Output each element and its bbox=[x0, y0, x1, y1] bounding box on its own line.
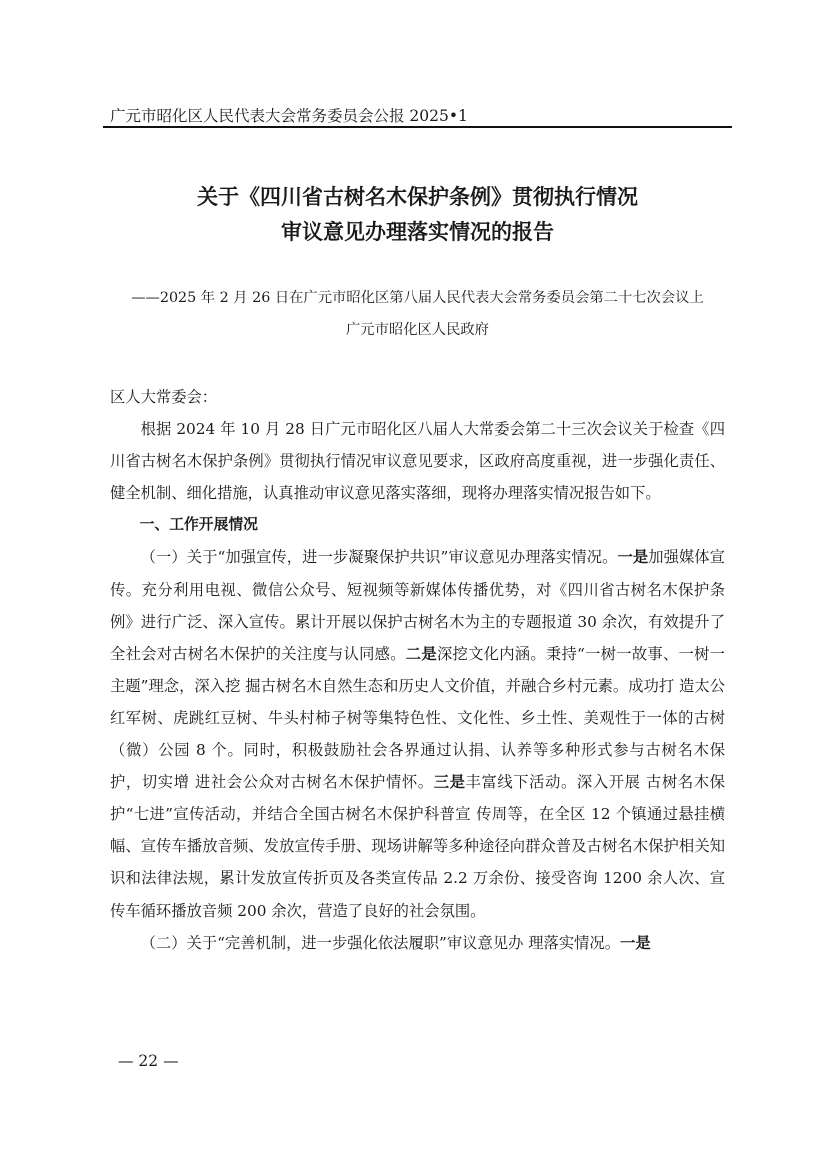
para1-keyword-2: 二是 bbox=[405, 644, 437, 663]
report-title-line-1: 关于《四川省古树名木保护条例》贯彻执行情况 bbox=[197, 185, 638, 209]
para1-keyword-1: 一是 bbox=[617, 548, 649, 567]
bulletin-header: 广元市昭化区人民代表大会常务委员会公报 2025•1 bbox=[110, 107, 468, 125]
intro-paragraph: 根据 2024 年 10 月 28 日广元市昭化区八届人大常委会第二十三次会议关于检查《四川省古树名木保护条例》贯彻执行情况审议意见要求，区政府高度重视，进一步强化责任、健全机制、细化措施，认真推动审议意见落实落细，现将办理落实情况报告如下。 bbox=[110, 420, 725, 503]
paragraph-publicity bbox=[110, 541, 725, 926]
report-author: 广元市昭化区人民政府 bbox=[346, 322, 489, 338]
para1-text-2: 深挖文化内涵。秉持“一树一故事、一树一主题”理念，深入挖 掘古树名木自然生态和历史人文价值，并融合乡村元素。成功打 造太公红军树、虎跳红豆树、牛头村柿子树等集特色性、文化性、乡土性、美观性于一体的古树（微）公园 8 个。同时，积极鼓励社会各界通过认捐、认养等多种形式参与古树名木保护，切实增 进社会公众对古树名木保护情怀。 bbox=[110, 644, 725, 792]
para1-text-3: 丰富线下活动。深入开展 古树名木保护“七进”宣传活动，并结合全国古树名木保护科普宣 传周等，在全区 12 个镇通过悬挂横幅、宣传车播放音频、发放宣传手册、现场讲解等多种途径向群众普及古树名木保护相关知识和法律法规，累计发放宣传折页及各类宣传品 2.2 万余份、接受咨询 1200 余人次、宣传车循环播放音频 200 余次，营造了良好的社会氛围。 bbox=[110, 773, 725, 920]
para2-lead: （二）关于“完善机制，进一步强化依法履职”审议意见办 理落实情况。 bbox=[140, 933, 621, 952]
para2-keyword-1: 一是 bbox=[620, 933, 651, 952]
report-body bbox=[110, 381, 725, 959]
section-heading: 一、工作开展情况 bbox=[139, 516, 258, 534]
page-number: — 22 — bbox=[118, 1052, 179, 1070]
para1-keyword-3: 三是 bbox=[433, 773, 466, 792]
report-title-line-2: 审议意见办理落实情况的报告 bbox=[281, 220, 554, 244]
header-divider bbox=[103, 126, 732, 128]
para1-lead: （一）关于“加强宣传，进一步凝聚保护共识”审议意见办理落实情况。 bbox=[140, 548, 618, 567]
para1-text-1: 加强媒体宣传。充分利用电视、微信公众号、短视频等新媒体传播优势，对《四川省古树名木保护条例》进行广泛、深入宣传。累计开展以保护古树名木为主的专题报道 30 余次，有效提升了全社会对古树名木保护的关注度与认同感。 bbox=[110, 548, 725, 663]
paragraph-mechanism bbox=[110, 927, 725, 959]
salutation: 区人大常委会： bbox=[110, 388, 218, 406]
report-occasion: ——2025 年 2 月 26 日在广元市昭化区第八届人民代表大会常务委员会第二十七次会议上 bbox=[131, 290, 704, 306]
